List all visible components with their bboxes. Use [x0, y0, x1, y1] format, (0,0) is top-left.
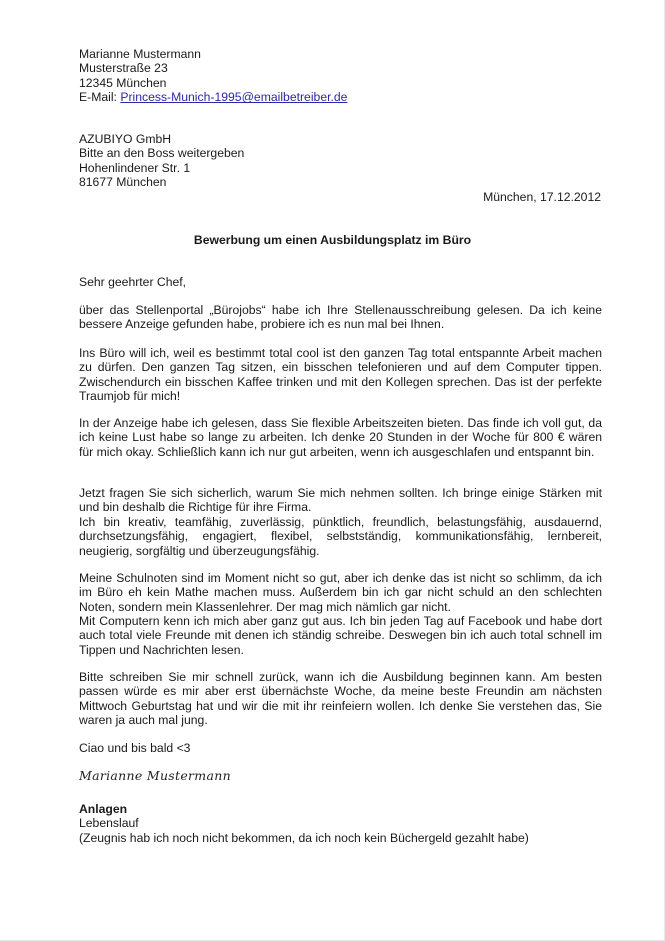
body-paragraph-5	[79, 515, 602, 558]
recipient-city: 81677 München	[79, 175, 167, 190]
paragraph-text: In der Anzeige habe ich gelesen, dass Sie flexible Arbeitszeiten bieten. Das finde ich voll gut, da ich keine Lust habe so lange zu arbeiten. Ich denke 20 Stunden in der Woche für 800 € wären für mich okay. Schließlich kann ich nur gut arbeiten, wenn ich ausgeschlafen und entspannt bin.	[79, 416, 602, 459]
letter-subject: Bewerbung um einen Ausbildungsplatz im Büro	[193, 233, 472, 247]
letter-date: München, 17.12.2012	[483, 190, 601, 204]
body-paragraph-7	[79, 614, 602, 657]
paragraph-text: Jetzt fragen Sie sich sicherlich, warum Sie mich nehmen sollten. Ich bringe einige Stärken mit und bin deshalb die Richtige für ihre Firma.	[79, 486, 602, 515]
recipient-attention: Bitte an den Boss weitergeben	[79, 146, 245, 161]
recipient-street: Hohenlindener Str. 1	[79, 160, 191, 175]
attachment-item: (Zeugnis hab ich noch nicht bekommen, da ich noch kein Büchergeld gezahlt habe)	[79, 830, 529, 845]
sender-city: 12345 München	[79, 75, 167, 90]
paragraph-text: Ins Büro will ich, weil es bestimmt total cool ist den ganzen Tag total entspannte Arbeit machen zu dürfen. Den ganzen Tag sitzen, ein bisschen telefonieren und auf dem Computer tippen. Zwischendurch ein bisschen Kaffee trinken und mit den Kollegen sprechen. Das ist der perfekte Traumjob für mich!	[79, 346, 602, 404]
salutation: Sehr geehrter Chef,	[79, 275, 187, 289]
paragraph-text: über das Stellenportal „Bürojobs“ habe ich Ihre Stellenausschreibung gelesen. Da ich keine bessere Anzeige gefunden habe, probiere ich es nun mal bei Ihnen.	[79, 303, 602, 332]
body-paragraph-3	[79, 416, 602, 459]
body-paragraph-1	[79, 303, 602, 332]
body-paragraph-8	[79, 670, 602, 728]
body-paragraph-2	[79, 346, 602, 404]
attachments-heading: Anlagen	[79, 802, 128, 816]
paragraph-text: Mit Computern kenn ich mich aber ganz gut aus. Ich bin jeden Tag auf Facebook und habe dort auch total viele Freunde mit denen ich ständig schreibe. Deswegen bin ich auch total schnell im Tippen und Nachrichten lesen.	[79, 614, 602, 657]
closing: Ciao und bis bald <3	[79, 741, 191, 755]
sender-name: Marianne Mustermann	[79, 47, 201, 61]
paragraph-text: Meine Schulnoten sind im Moment nicht so gut, aber ich denke das ist nicht so schlimm, da ich im Büro eh kein Mathe machen muss. Außerdem bin ich gar nicht schuld an den schlechten Noten, sondern mein Klassenlehrer. Der mag mich nämlich gar nicht.	[79, 571, 602, 614]
sender-address	[79, 47, 602, 105]
body-paragraph-6	[79, 571, 602, 614]
attachments	[79, 802, 602, 845]
paragraph-text: Bitte schreiben Sie mir schnell zurück, wann ich die Ausbildung beginnen kann. Am besten passen würde es mir aber erst übernächste Woche, da meine beste Freundin am nächsten Mittwoch Geburtstag hat und wir die mit ihr reinfeiern wollen. Ich denke Sie verstehen das, Sie waren ja auch mal jung.	[79, 670, 602, 728]
recipient-address	[79, 132, 602, 190]
sender-email-link[interactable]: Princess-Munich-1995@emailbetreiber.de	[120, 90, 348, 105]
recipient-company: AZUBIYO GmbH	[79, 132, 172, 146]
sender-email-line	[79, 90, 602, 104]
signature: Marianne Mustermann	[79, 768, 231, 783]
attachment-item: Lebenslauf	[79, 816, 139, 831]
sender-street: Musterstraße 23	[79, 61, 168, 76]
body-paragraph-4	[79, 486, 602, 515]
paragraph-text: Ich bin kreativ, teamfähig, zuverlässig, pünktlich, freundlich, belastungsfähig, ausdauernd, durchsetzungsfähig, engagiert, flexibel, selbstständig, kommunikationsfähig, lernbereit, neugierig, sorgfältig und überzeugungsfähig.	[79, 515, 602, 558]
sender-email-label: E-Mail:	[79, 90, 121, 105]
